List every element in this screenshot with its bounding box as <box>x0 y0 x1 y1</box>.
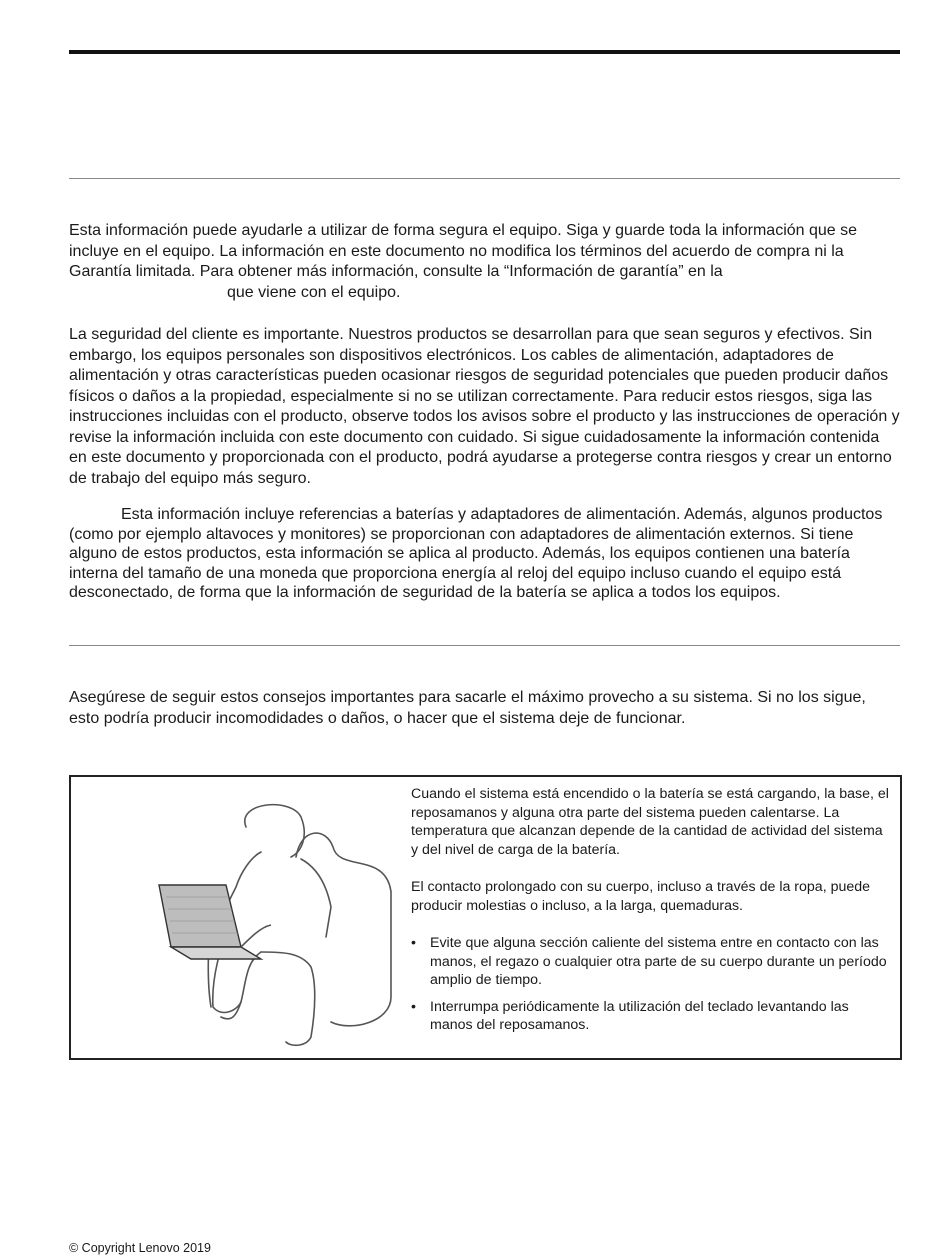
list-item <box>411 934 891 990</box>
list-item-text: Evite que alguna sección caliente del sistema entre en contacto con las manos, el regazo o cualquier otra parte de su cuerpo durante un período amplio de tiempo. <box>430 935 887 988</box>
bullet-marker: • <box>411 998 416 1015</box>
top-rule <box>69 50 900 54</box>
person-with-laptop-illustration <box>151 797 421 1052</box>
tips-paragraph: Asegúrese de seguir estos consejos importantes para sacarle el máximo provecho a su sistema. Si no los sigue, esto podría producir incomodidades o daños, o hacer que el sistema deje de funcionar. <box>69 689 866 727</box>
list-item-text: Interrumpa periódicamente la utilización del teclado levantando las manos del reposamanos. <box>430 998 849 1033</box>
copyright-footer: © Copyright Lenovo 2019 <box>69 1241 211 1255</box>
list-item <box>411 998 891 1035</box>
bullet-marker: • <box>411 935 416 951</box>
section-divider <box>69 178 900 179</box>
heat-warning-text <box>411 785 891 1043</box>
intro-paragraph-3 <box>69 505 900 603</box>
heat-warning-paragraph-1: Cuando el sistema está encendido o la batería se está cargando, la base, el reposamanos y alguna otra parte del sistema pueden calentarse. La temperatura que alcanzan depende de la cantidad de actividad del sistema y del nivel de carga de la batería. <box>411 786 889 858</box>
heat-warning-paragraph-2: El contacto prolongado con su cuerpo, incluso a través de la ropa, puede producir molestias o incluso, a la larga, quemaduras. <box>411 879 871 914</box>
intro-paragraph-1-end: que viene con el equipo. <box>227 283 401 301</box>
heat-warning-list <box>411 934 891 1035</box>
intro-paragraph-1-text: Esta información puede ayudarle a utilizar de forma segura el equipo. Siga y guarde toda la información que se incluye en el equipo. La información en este documento no modifica los términos del acuerdo de compra ni la Garantía limitada. Para obtener más información, consulte la “Información de garantía” en la <box>69 222 858 280</box>
intro-paragraph-3-text: Esta información incluye referencias a baterías y adaptadores de alimentación. Además, algunos productos (como por ejemplo altavoces y monitores) se proporcionan con adaptadores de alimentación externos. Si tiene alguno de estos productos, esta información se aplica al producto. Además, los equipos contienen una batería interna del tamaño de una moneda que proporciona energía al reloj del equipo incluso cuando el equipo está desconectado, de forma que la información de seguridad de la batería se aplica a todos los equipos. <box>69 506 883 601</box>
intro-paragraph-1 <box>69 221 900 303</box>
heat-warning-box <box>69 775 902 1060</box>
intro-paragraph-2: La seguridad del cliente es importante. Nuestros productos se desarrollan para que sean seguros y efectivos. Sin embargo, los equipos personales son dispositivos electrónicos. Los cables de alimentación, adaptadores de alimentación y otras características pueden ocasionar riesgos de seguridad potenciales que pueden producir daños físicos o daños a la propiedad, especialmente si no se utilizan correctamente. Para reducir estos riesgos, siga las instrucciones incluidas con el producto, observe todos los avisos sobre el producto y las instrucciones de operación y revise la información incluida con este documento con cuidado. Si sigue cuidadosamente la información contenida en este documento y proporcionada con el producto, podrá ayudarse a protegerse contra riesgos y crear un entorno de trabajo del equipo más seguro. <box>69 326 900 487</box>
section-divider <box>69 645 900 646</box>
